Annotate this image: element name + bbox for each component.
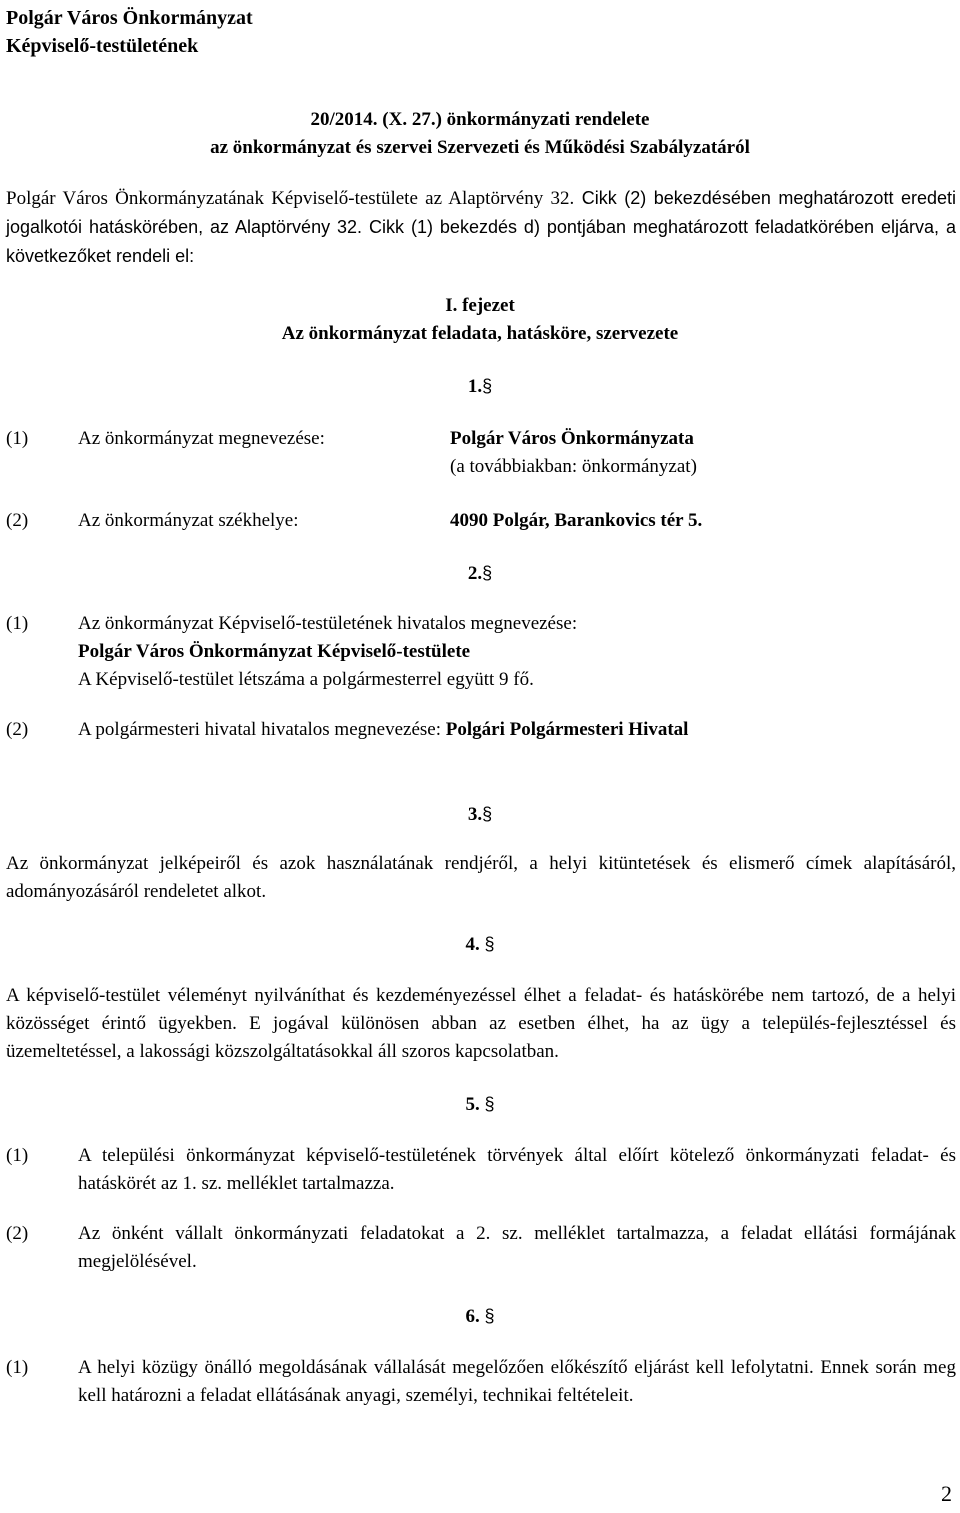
preamble-part-2: Cikk (2) bekezdésében meghatározott eredeti jogalkotói hatáskörében, az Alaptörvény 32. Cikk (1) bekezdés d) pontjában meghatározott feladatkörében eljárva, a következőket rendeli el:	[6, 188, 956, 266]
s1-p2-label: Az önkormányzat székhelye:	[78, 510, 299, 531]
section-sign-icon: §	[482, 804, 493, 824]
section-sign-icon: §	[482, 563, 493, 583]
issuer-line-1: Polgár Város Önkormányzat	[6, 7, 253, 29]
s1-p1-label: Az önkormányzat megnevezése:	[78, 428, 325, 449]
s2-p2-line	[78, 716, 688, 744]
preamble	[6, 184, 956, 271]
s5-p1-number: (1)	[6, 1145, 29, 1166]
s5-p2-text: Az önként vállalt önkormányzati feladatokat a 2. sz. melléklet tartalmazza, a feladat ellátási formájának megjelölésével.	[78, 1223, 956, 1272]
section-6-heading: 6. §	[465, 1306, 495, 1327]
s2-p2-value: Polgári Polgármesteri Hivatal	[445, 719, 689, 740]
s2-p2-number: (2)	[6, 719, 29, 740]
s1-p2-number: (2)	[6, 510, 29, 531]
s2-p2-text: A polgármesteri hivatal hivatalos megnevezése:	[78, 719, 441, 740]
section-sign-icon: §	[484, 1306, 495, 1326]
s4-text: A képviselő-testület véleményt nyilváníthat és kezdeményezéssel élhet a feladat- és hatáskörébe nem tartozó, de a helyi közösséget érintő ügyekben. E jogával különösen abban az esetben élhet, ha az ügy a település-fejlesztéssel és üzemeltetéssel, a lakossági közszolgáltatásokkal áll szoros kapcsolatban.	[6, 985, 956, 1062]
s5-p2-number: (2)	[6, 1223, 29, 1244]
issuer-line-2: Képviselő-testületének	[6, 35, 199, 57]
regulation-title	[0, 106, 960, 162]
regulation-number: 20/2014. (X. 27.) önkormányzati rendelete	[310, 109, 650, 130]
section-sign-icon: §	[484, 1094, 495, 1114]
section-3-heading: 3.§	[467, 804, 493, 825]
regulation-subject: az önkormányzat és szervei Szervezeti és Működési Szabályzatáról	[210, 137, 750, 158]
section-sign-icon: §	[482, 376, 493, 396]
s5-p1-text: A települési önkormányzat képviselő-testületének törvények által előírt kötelező önkormányzati feladat- és hatáskörét az 1. sz. melléklet tartalmazza.	[78, 1145, 956, 1194]
s1-p2-value: 4090 Polgár, Barankovics tér 5.	[450, 510, 703, 531]
chapter-title: Az önkormányzat feladata, hatásköre, szervezete	[281, 323, 679, 344]
s2-p1-block	[78, 610, 956, 694]
s6-p1-text: A helyi közügy önálló megoldásának vállalását megelőzően előkészítő eljárást kell lefolytatni. Ennek során meg kell határozni a feladat ellátásának anyagi, személyi, technikai feltételeit.	[78, 1357, 956, 1406]
section-sign-icon: §	[484, 934, 495, 954]
s2-p1-text: Az önkormányzat Képviselő-testületének hivatalos megnevezése:	[78, 613, 578, 634]
chapter-label: I. fejezet	[445, 295, 515, 316]
s3-text: Az önkormányzat jelképeiről és azok használatának rendjéről, a helyi kitüntetések és elismerő címek alapításáról, adományozásáról rendeletet alkot.	[6, 853, 956, 902]
page-number: 2	[941, 1481, 952, 1506]
section-4-heading: 4. §	[465, 934, 495, 955]
s2-p1-count: A Képviselő-testület létszáma a polgármesterrel együtt 9 fő.	[78, 669, 534, 690]
preamble-part-1: Polgár Város Önkormányzatának Képviselő-testülete az Alaptörvény 32.	[6, 188, 575, 209]
s2-p1-number: (1)	[6, 613, 29, 634]
s1-p1-number: (1)	[6, 428, 29, 449]
s1-p1-value: Polgár Város Önkormányzata	[450, 428, 694, 449]
s2-p1-name: Polgár Város Önkormányzat Képviselő-testülete	[78, 641, 471, 662]
s1-p1-note: (a továbbiakban: önkormányzat)	[450, 456, 697, 477]
section-1-heading: 1.§	[467, 376, 493, 397]
chapter-heading	[0, 292, 960, 348]
issuer-header	[6, 4, 253, 60]
section-5-heading: 5. §	[465, 1094, 495, 1115]
s6-p1-number: (1)	[6, 1357, 29, 1378]
section-2-heading: 2.§	[467, 563, 493, 584]
